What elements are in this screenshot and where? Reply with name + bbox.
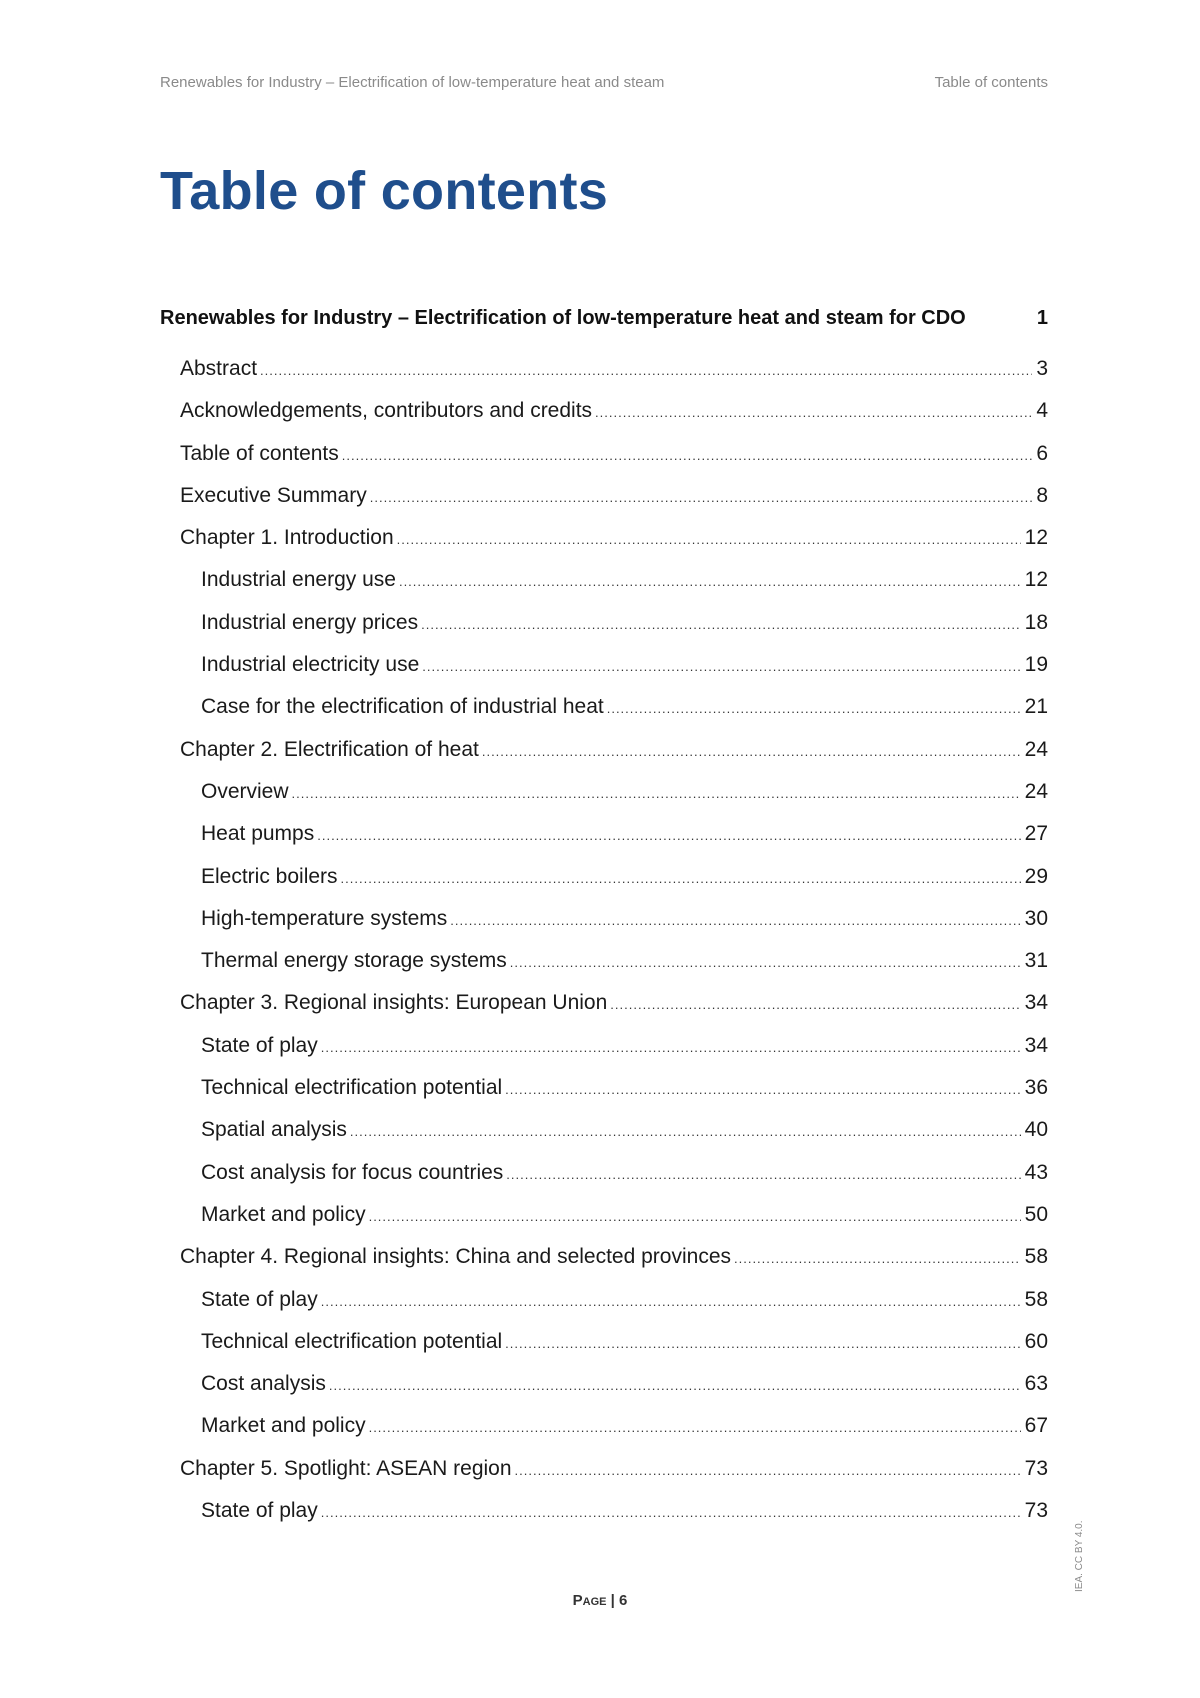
toc-entry-label: Overview <box>201 779 289 803</box>
toc-entry-label: Chapter 2. Electrification of heat <box>180 737 479 761</box>
toc-dot-leader <box>505 1323 1020 1365</box>
toc-entry-label: Market and policy <box>201 1202 366 1226</box>
toc-entry-label: Chapter 3. Regional insights: European Union <box>180 991 608 1015</box>
toc-entry-label: Thermal energy storage systems <box>201 949 507 973</box>
toc-entry-page: 21 <box>1024 695 1048 719</box>
running-header <box>160 74 1048 91</box>
toc-dot-leader <box>399 561 1021 603</box>
toc-entry-label: Chapter 5. Spotlight: ASEAN region <box>180 1456 512 1480</box>
toc-dot-leader <box>369 1407 1021 1449</box>
toc-report-page: 1 <box>1036 307 1048 329</box>
toc-entry[interactable] <box>160 644 1048 686</box>
toc-entry-page: 40 <box>1024 1118 1048 1142</box>
toc-entry-label: Cost analysis <box>201 1372 326 1396</box>
toc-entry-label: Chapter 1. Introduction <box>180 526 394 550</box>
toc-entry[interactable] <box>160 1405 1048 1447</box>
toc-entry-label: Electric boilers <box>201 864 338 888</box>
toc-entry-label: Industrial electricity use <box>201 653 420 677</box>
toc-entry-label: Spatial analysis <box>201 1118 347 1142</box>
toc-dot-leader <box>510 942 1021 984</box>
toc-entry-label: Technical electrification potential <box>201 1329 503 1353</box>
toc-dot-leader <box>450 900 1020 942</box>
toc-entry-page: 58 <box>1024 1245 1048 1269</box>
toc-dot-leader <box>260 350 1032 392</box>
toc-entry-page: 58 <box>1024 1287 1048 1311</box>
toc-dot-leader <box>505 1069 1020 1111</box>
toc-entry[interactable] <box>160 1363 1048 1405</box>
toc-entry-page: 6 <box>1036 441 1048 465</box>
toc-entry[interactable] <box>160 1025 1048 1067</box>
toc-entry-label: Cost analysis for focus countries <box>201 1160 504 1184</box>
toc-entry-page: 27 <box>1024 822 1048 846</box>
page-footer <box>0 1592 1200 1609</box>
toc-dot-leader <box>342 435 1033 477</box>
toc-entry[interactable] <box>160 1321 1048 1363</box>
toc-entry[interactable] <box>160 940 1048 982</box>
toc-entry[interactable] <box>160 1448 1048 1490</box>
toc-entry-label: Heat pumps <box>201 822 315 846</box>
toc-dot-leader <box>341 858 1021 900</box>
toc-dot-leader <box>321 1027 1021 1069</box>
page-separator: | <box>610 1592 615 1609</box>
toc-entry-page: 50 <box>1024 1202 1048 1226</box>
toc-dot-leader <box>317 815 1020 857</box>
toc-entry-page: 29 <box>1024 864 1048 888</box>
toc-entry[interactable] <box>160 1067 1048 1109</box>
toc-entry-label: Industrial energy use <box>201 568 396 592</box>
toc-dot-leader <box>329 1365 1021 1407</box>
toc-dot-leader <box>397 519 1021 561</box>
toc-entry[interactable] <box>160 348 1048 390</box>
toc-dot-leader <box>321 1492 1021 1534</box>
toc-entry-page: 36 <box>1024 1076 1048 1100</box>
toc-entry-label: Table of contents <box>180 441 339 465</box>
toc-entry-page: 3 <box>1036 357 1048 380</box>
toc-report-title: Renewables for Industry – Electrification of low-temperature heat and steam for CDO <box>160 307 966 329</box>
toc-dot-leader <box>607 688 1021 730</box>
toc-dot-leader <box>292 773 1021 815</box>
toc-entry-label: Acknowledgements, contributors and credits <box>180 399 593 423</box>
toc-entry-label: Executive Summary <box>180 483 367 507</box>
toc-entry-page: 4 <box>1036 399 1048 423</box>
toc-entry-page: 60 <box>1024 1329 1048 1353</box>
toc-entry-label: State of play <box>201 1033 318 1057</box>
toc-entry-label: Abstract <box>180 357 258 380</box>
toc-entry-page: 67 <box>1024 1414 1048 1438</box>
toc-entry-page: 43 <box>1024 1160 1048 1184</box>
toc-entry[interactable] <box>160 1152 1048 1194</box>
toc-entry-label: Case for the electrification of industrial heat <box>201 695 604 719</box>
toc-dot-leader <box>482 731 1021 773</box>
toc-entry[interactable] <box>160 729 1048 771</box>
toc-entry[interactable] <box>160 898 1048 940</box>
toc-dot-leader <box>595 392 1032 434</box>
toc-dot-leader <box>734 1238 1021 1280</box>
toc-entry-page: 63 <box>1024 1372 1048 1396</box>
toc-dot-leader <box>506 1154 1020 1196</box>
toc-entry[interactable] <box>160 771 1048 813</box>
toc-dot-leader <box>370 477 1033 519</box>
toc-entry-page: 8 <box>1036 483 1048 507</box>
toc-entry[interactable] <box>160 982 1048 1024</box>
toc-dot-leader <box>369 1196 1021 1238</box>
toc-entry[interactable] <box>160 686 1048 728</box>
toc-entry[interactable] <box>160 1236 1048 1278</box>
toc-entry-label: High-temperature systems <box>201 906 448 930</box>
toc-entry-label: Chapter 4. Regional insights: China and selected provinces <box>180 1245 731 1269</box>
toc-entry-label: Technical electrification potential <box>201 1076 503 1100</box>
toc-entry[interactable] <box>160 1194 1048 1236</box>
toc-entry-page: 24 <box>1024 737 1048 761</box>
toc-entry-page: 18 <box>1024 610 1048 634</box>
toc-entry-label: State of play <box>201 1287 318 1311</box>
page-title: Table of contents <box>160 161 609 221</box>
toc-entry-page: 12 <box>1024 568 1048 592</box>
toc-entry-label: State of play <box>201 1499 318 1523</box>
toc-entry[interactable] <box>160 813 1048 855</box>
toc-entry-page: 34 <box>1024 1033 1048 1057</box>
toc-entry[interactable] <box>160 475 1048 517</box>
toc-list <box>160 348 1048 1532</box>
running-header-title: Renewables for Industry – Electrification of low-temperature heat and steam <box>160 74 665 91</box>
toc-entry[interactable] <box>160 1279 1048 1321</box>
toc-dot-leader <box>350 1111 1021 1153</box>
toc-entry[interactable] <box>160 856 1048 898</box>
toc-entry-page: 24 <box>1024 779 1048 803</box>
toc-entry[interactable] <box>160 602 1048 644</box>
toc-dot-leader <box>610 984 1020 1026</box>
toc-entry-page: 34 <box>1024 991 1048 1015</box>
toc-entry-label: Industrial energy prices <box>201 610 419 634</box>
toc-entry-page: 19 <box>1024 653 1048 677</box>
toc-report-heading[interactable] <box>160 307 1048 330</box>
toc-entry[interactable] <box>160 1490 1048 1532</box>
toc-entry-page: 73 <box>1024 1456 1048 1480</box>
running-header-section: Table of contents <box>934 74 1048 91</box>
toc-entry-page: 31 <box>1024 949 1048 973</box>
toc-entry[interactable] <box>160 517 1048 559</box>
page-number: 6 <box>619 1592 628 1609</box>
toc-entry[interactable] <box>160 433 1048 475</box>
toc-entry[interactable] <box>160 559 1048 601</box>
toc-dot-leader <box>421 604 1021 646</box>
toc-entry-page: 30 <box>1024 906 1048 930</box>
toc-entry[interactable] <box>160 390 1048 432</box>
license-note: IEA. CC BY 4.0. <box>1074 1520 1085 1592</box>
toc-entry[interactable] <box>160 1109 1048 1151</box>
toc-dot-leader <box>422 646 1020 688</box>
toc-dot-leader <box>321 1281 1021 1323</box>
toc-dot-leader <box>515 1450 1021 1492</box>
toc-entry-page: 12 <box>1024 526 1048 550</box>
toc-entry-page: 73 <box>1024 1499 1048 1523</box>
toc-entry-label: Market and policy <box>201 1414 366 1438</box>
page-label: Page <box>572 1592 607 1609</box>
